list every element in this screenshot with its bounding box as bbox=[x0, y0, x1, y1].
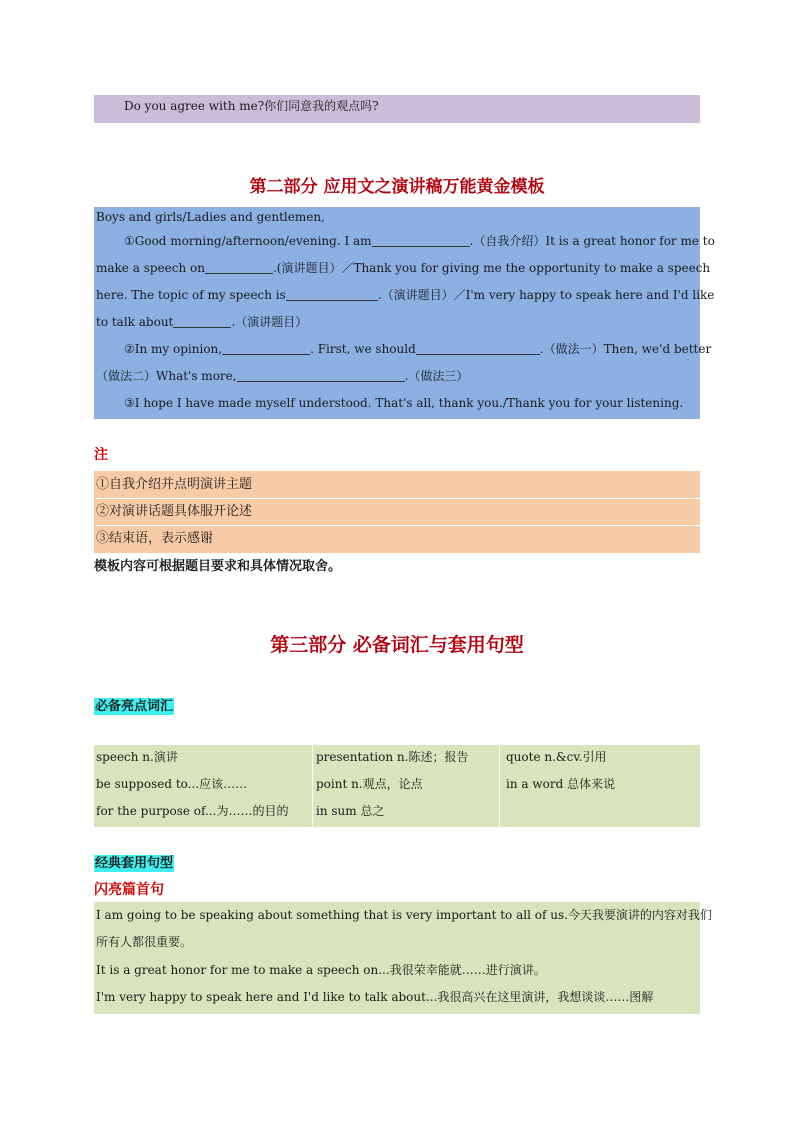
vocab-cell: presentation n.陈述；报告 bbox=[316, 750, 469, 764]
template-text: （做法二）What's more, bbox=[96, 369, 237, 383]
section-heading-part2: 第二部分 应用文之演讲稿万能黄金模板 bbox=[249, 177, 545, 197]
blank-field bbox=[173, 313, 231, 328]
template-text: .（演讲题目）／I'm very happy to speak here and I'd like bbox=[377, 288, 715, 302]
section-heading-part3: 第三部分 必备词汇与套用句型 bbox=[270, 634, 524, 656]
template-text: .（自我介绍）It is a great honor for me to bbox=[469, 234, 715, 248]
template-line-7 bbox=[96, 366, 698, 386]
template-line-3 bbox=[96, 258, 711, 278]
speech-template-box bbox=[94, 207, 715, 419]
vocab-cell: in sum 总之 bbox=[316, 804, 385, 818]
note-item: ①自我介绍并点明演讲主题 bbox=[96, 471, 700, 499]
note-item: ②对演讲话题具体服开论述 bbox=[96, 498, 700, 526]
vocab-heading-wrap bbox=[94, 695, 174, 714]
sentences-heading: 经典套用句型 bbox=[95, 856, 174, 871]
note-item: ③结束语，表示感谢 bbox=[96, 531, 214, 546]
template-line-8: ③I hope I have made myself understood. That's all, thank you./Thank you for your listening. bbox=[124, 396, 684, 410]
vocab-heading: 必备亮点词汇 bbox=[95, 699, 174, 714]
sentence-3: I'm very happy to speak here and I'd like to talk about...我很高兴在这里演讲，我想谈谈……图解 bbox=[96, 990, 654, 1004]
callout-bar bbox=[94, 95, 700, 123]
vocab-cell: for the purpose of...为……的目的 bbox=[96, 804, 289, 818]
template-text: here. The topic of my speech is bbox=[96, 288, 286, 302]
vocab-cell: in a word 总体来说 bbox=[506, 777, 616, 791]
template-line-1: Boys and girls/Ladies and gentlemen, bbox=[96, 210, 325, 224]
blank-field bbox=[372, 232, 470, 247]
notes-footer: 模板内容可根据题目要求和具体情况取舍。 bbox=[94, 559, 342, 574]
template-text: .(演讲题目）／Thank you for giving me the opportunity to make a speech bbox=[272, 261, 711, 275]
template-text: . First, we should bbox=[310, 342, 416, 356]
template-text: .（做法三） bbox=[404, 369, 469, 383]
template-line-5 bbox=[96, 312, 698, 332]
template-text: make a speech on bbox=[96, 261, 205, 275]
template-text: ②In my opinion, bbox=[124, 342, 223, 356]
vocab-cell: quote n.&cv.引用 bbox=[506, 750, 607, 764]
vocab-cell: point n.观点，论点 bbox=[316, 777, 423, 791]
template-text: .（演讲题目） bbox=[231, 315, 308, 329]
vocab-cell: speech n.演讲 bbox=[96, 750, 178, 764]
template-text: .（做法一）Then, we'd better bbox=[539, 342, 712, 356]
sentence-box bbox=[94, 902, 712, 1014]
sentence-2: It is a great honor for me to make a speech on...我很荣幸能就……进行演讲。 bbox=[96, 963, 546, 977]
opening-heading: 闪亮篇首句 bbox=[94, 882, 164, 898]
note-label: 注 bbox=[94, 447, 108, 463]
sentence-1-cont: 所有人都很重要。 bbox=[96, 935, 193, 949]
top-line-text: Do you agree with me?你们同意我的观点吗? bbox=[124, 99, 379, 113]
vocab-table bbox=[94, 745, 700, 827]
blank-field bbox=[416, 340, 540, 355]
blank-field bbox=[237, 367, 405, 382]
template-line-4 bbox=[96, 285, 715, 305]
blank-field bbox=[222, 340, 310, 355]
template-line-6 bbox=[124, 339, 712, 359]
sentence-1: I am going to be speaking about something that is very important to all of us.今天我要演讲的内容对我们 bbox=[96, 908, 712, 922]
table-divider bbox=[499, 745, 500, 827]
template-line-2 bbox=[124, 231, 715, 251]
vocab-cell: be supposed to...应该…… bbox=[96, 777, 248, 791]
template-text: to talk about bbox=[96, 315, 174, 329]
notes-box bbox=[94, 471, 700, 553]
blank-field bbox=[205, 259, 273, 274]
sentences-heading-wrap bbox=[94, 852, 174, 871]
blank-field bbox=[286, 286, 378, 301]
template-text: ①Good morning/afternoon/evening. I am bbox=[124, 234, 372, 248]
table-divider bbox=[312, 745, 313, 827]
